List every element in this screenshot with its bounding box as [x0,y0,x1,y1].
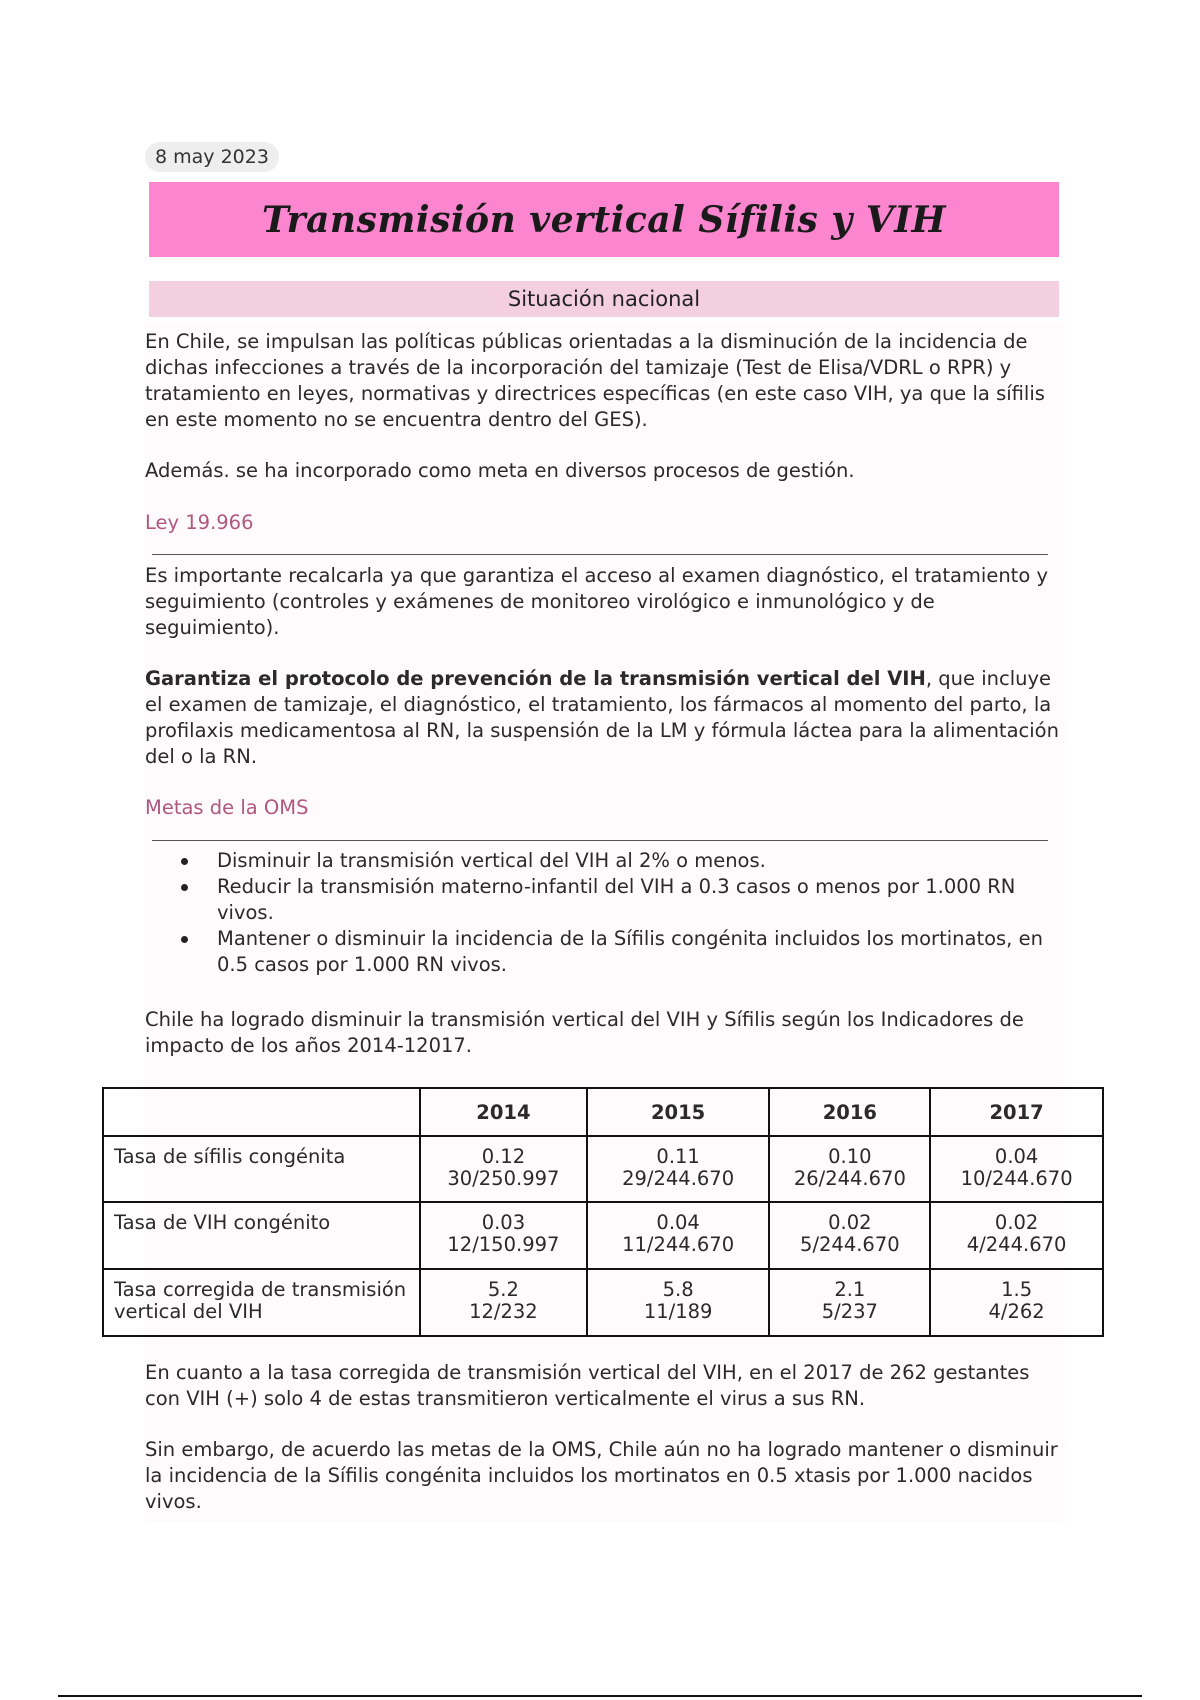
table-header-row [103,1088,1103,1136]
table-row [103,1136,1103,1202]
bullet-icon [181,884,188,891]
who-divider [152,840,1048,841]
table-header-cell [103,1088,420,1136]
who-summary-paragraph: Chile ha logrado disminuir la transmisión vertical del VIH y Sífilis según los Indicadores de impacto de los años 2014-12017. [145,1008,1024,1057]
table-cell: 5.8 11/189 [587,1269,770,1336]
closing-paragraph-2: Sin embargo, de acuerdo las metas de la OMS, Chile aún no ha logrado mantener o disminuir la incidencia de la Sífilis congénita incluidos los mortinatos en 0.5 xtasis por 1.000 nacidos vivos. [145,1438,1058,1513]
table-header-cell: 2015 [587,1088,770,1136]
table-header-cell: 2016 [769,1088,930,1136]
list-item: Disminuir la transmisión vertical del VIH al 2% o menos. [145,848,1065,874]
closing-paragraph-1: En cuanto a la tasa corregida de transmisión vertical del VIH, en el 2017 de 262 gestantes con VIH (+) solo 4 de estas transmitieron verticalmente el virus a sus RN. [145,1361,1030,1410]
table-header-cell: 2014 [420,1088,587,1136]
section-subtitle: Situación nacional [149,281,1059,317]
row-label: Tasa corregida de transmisión vertical del VIH [103,1269,420,1336]
who-goals-list [145,848,1065,978]
list-item: Reducir la transmisión materno-infantil del VIH a 0.3 casos o menos por 1.000 RN vivos. [145,874,1065,926]
intro-paragraph: En Chile, se impulsan las políticas públicas orientadas a la disminución de la incidencia de dichas infecciones a través de la incorporación del tamizaje (Test de Elisa/VDRL o RPR) y tratamiento en leyes, normativas y directrices específicas (en este caso VIH, ya que la sífilis en este momento no se encuentra dentro del GES). [145,330,1045,431]
table-row [103,1202,1103,1269]
goals-paragraph: Además. se ha incorporado como meta en diversos procesos de gestión. [145,459,855,482]
date-chip: 8 may 2023 [145,142,279,172]
table-cell: 0.12 30/250.997 [420,1136,587,1202]
indicators-table [102,1087,1104,1337]
table-cell: 0.04 10/244.670 [930,1136,1103,1202]
table-cell: 1.5 4/262 [930,1269,1103,1336]
table-cell: 2.1 5/237 [769,1269,930,1336]
table-row [103,1269,1103,1336]
row-label: Tasa de sífilis congénita [103,1136,420,1202]
law-heading: Ley 19.966 [145,511,254,534]
who-heading: Metas de la OMS [145,796,309,819]
table-cell: 0.10 26/244.670 [769,1136,930,1202]
law-guarantee-paragraph [145,666,1065,770]
list-item: Mantener o disminuir la incidencia de la Sífilis congénita incluidos los mortinatos, en 0.5 casos por 1.000 RN vivos. [145,926,1065,978]
page-title: Transmisión vertical Sífilis y VIH [261,198,947,241]
law-guarantee-bold: Garantiza el protocolo de prevención de la transmisión vertical del VIH [145,667,926,690]
table-cell: 5.2 12/232 [420,1269,587,1336]
law-paragraph: Es importante recalcarla ya que garantiza el acceso al examen diagnóstico, el tratamiento y seguimiento (controles y exámenes de monitoreo virológico e inmunológico y de seguimiento). [145,564,1048,639]
table-cell: 0.02 5/244.670 [769,1202,930,1269]
table-cell: 0.04 11/244.670 [587,1202,770,1269]
bullet-icon [181,936,188,943]
table-cell: 0.03 12/150.997 [420,1202,587,1269]
table-header-cell: 2017 [930,1088,1103,1136]
page-bottom-divider [58,1695,1142,1697]
table-cell: 0.11 29/244.670 [587,1136,770,1202]
row-label: Tasa de VIH congénito [103,1202,420,1269]
table-cell: 0.02 4/244.670 [930,1202,1103,1269]
title-banner [149,182,1059,257]
bullet-icon [181,858,188,865]
law-divider [152,554,1048,555]
law-guarantee-rest: , que incluye el examen de tamizaje, el diagnóstico, el tratamiento, los fármacos al momento del parto, la profilaxis medicamentosa al RN, la suspensión de la LM y fórmula láctea para la alimentación del o la RN. [145,667,1059,768]
